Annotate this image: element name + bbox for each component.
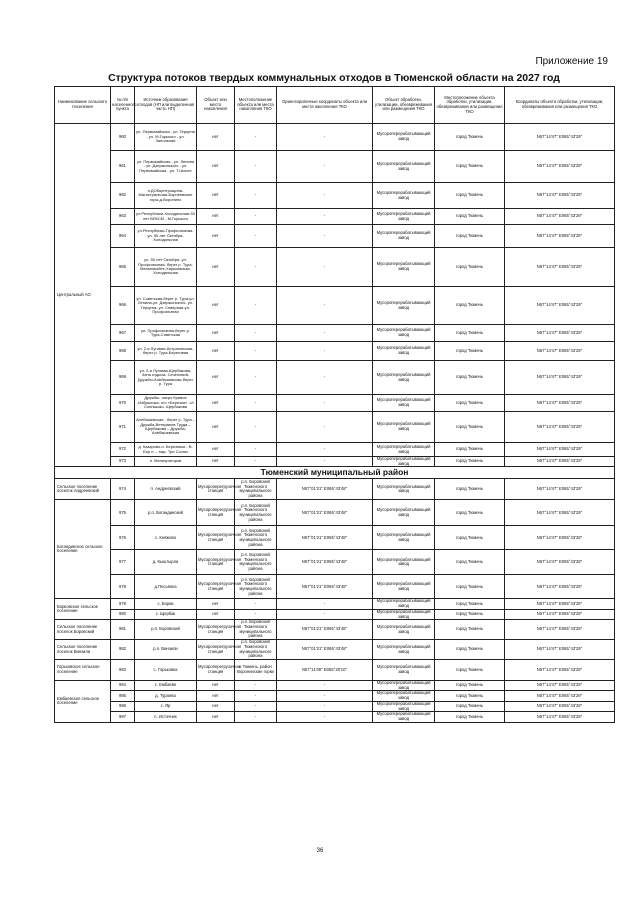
table-row xyxy=(55,287,615,325)
waste-source: ул. 2-я Луговая-Щербакова- Зона отдыха- Сеченовой-Дружбы-Алебашевская-берег р. Тура xyxy=(135,361,197,395)
column-header: Наименование сельского поселения xyxy=(55,87,111,124)
facility-location: город Тюмень xyxy=(435,443,505,457)
object-coordinates: N57°01'21'' E065°43'48'' xyxy=(277,640,373,660)
facility-coordinates: N57°14'47'' E065°43'29'' xyxy=(505,550,615,575)
table-row xyxy=(55,342,615,361)
object-location: - xyxy=(235,183,277,209)
waste-flow-table-container xyxy=(54,86,614,723)
facility-coordinates: N57°14'47'' E065°43'29'' xyxy=(505,526,615,550)
object-location: - xyxy=(235,342,277,361)
processing-facility: Мусороперерабатывающий завод xyxy=(373,248,435,287)
facility-location: город Тюмень xyxy=(435,225,505,248)
object-coordinates: - xyxy=(277,151,373,183)
object-coordinates: - xyxy=(277,443,373,457)
facility-coordinates: N57°14'47'' E065°43'29'' xyxy=(505,124,615,151)
facility-location: город Тюмень xyxy=(435,526,505,550)
table-row xyxy=(55,361,615,395)
facility-coordinates: N57°14'47'' E065°43'29'' xyxy=(505,287,615,325)
facility-coordinates: N57°14'47'' E065°43'29'' xyxy=(505,609,615,619)
object-coordinates: - xyxy=(277,325,373,342)
row-number: 974 xyxy=(111,479,135,500)
facility-coordinates: N57°14'47'' E065°43'29'' xyxy=(505,681,615,691)
object-location: р.п. Боровский Тюменского муниципального района xyxy=(235,479,277,500)
waste-source: с. Ембаево xyxy=(135,681,197,691)
row-number: 968 xyxy=(111,342,135,361)
table-row xyxy=(55,712,615,722)
facility-coordinates: N57°14'47'' E065°43'29'' xyxy=(505,701,615,711)
object-coordinates: - xyxy=(277,599,373,609)
object-coordinates: - xyxy=(277,609,373,619)
object-coordinates: - xyxy=(277,691,373,701)
table-row xyxy=(55,457,615,467)
waste-source: с. Щербак xyxy=(135,609,197,619)
facility-coordinates: N57°14'47'' E065°43'29'' xyxy=(505,412,615,443)
row-number: 982 xyxy=(111,640,135,660)
settlement-name: Сельское поселение поселок Винзили xyxy=(55,640,111,660)
processing-facility: Мусороперерабатывающий завод xyxy=(373,599,435,609)
column-header: Местоположение объекта или места накопления ТКО xyxy=(235,87,277,124)
object-location: - xyxy=(235,701,277,711)
object-coordinates: - xyxy=(277,395,373,412)
object-location: - xyxy=(235,712,277,722)
page-number: 36 xyxy=(316,848,324,854)
waste-source: д.Песьянка xyxy=(135,575,197,599)
accumulation-object: нет xyxy=(197,443,235,457)
object-coordinates: N57°01'21'' E065°43'48'' xyxy=(277,620,373,640)
row-number: 967 xyxy=(111,325,135,342)
object-location: - xyxy=(235,691,277,701)
table-row xyxy=(55,151,615,183)
facility-location: город Тюмень xyxy=(435,151,505,183)
table-row xyxy=(55,620,615,640)
object-coordinates: - xyxy=(277,681,373,691)
facility-coordinates: N57°14'47'' E065°43'29'' xyxy=(505,342,615,361)
row-number: 960 xyxy=(111,124,135,151)
object-coordinates: - xyxy=(277,287,373,325)
object-location: р.п. Боровский Тюменского муниципального района xyxy=(235,526,277,550)
object-coordinates: N57°01'21'' E065°43'48'' xyxy=(277,550,373,575)
accumulation-object: Мусороперегрузочная станция xyxy=(197,620,235,640)
settlement-name: Горьковское сельское поселение xyxy=(55,660,111,681)
waste-source: д. Казарово-п. Березняки - В. Бор п. – мкр. Три Сосны xyxy=(135,443,197,457)
table-row xyxy=(55,412,615,443)
column-header: Источник образования отходов (НП или выделенная часть НП) xyxy=(135,87,197,124)
accumulation-object: Мусороперегрузочная станция xyxy=(197,575,235,599)
processing-facility: Мусороперерабатывающий завод xyxy=(373,479,435,500)
object-location: - xyxy=(235,599,277,609)
column-header: Объект или место накопления xyxy=(197,87,235,124)
column-header: № п/п населенного пункта xyxy=(111,87,135,124)
processing-facility: Мусороперерабатывающий завод xyxy=(373,225,435,248)
table-row xyxy=(55,609,615,619)
document-title: Структура потоков твердых коммунальных отходов в Тюменской области на 2027 год xyxy=(108,72,560,84)
accumulation-object: нет xyxy=(197,225,235,248)
row-number: 975 xyxy=(111,500,135,526)
table-row xyxy=(55,225,615,248)
facility-coordinates: N57°14'47'' E065°43'29'' xyxy=(505,183,615,209)
waste-source: ул. 50 лет Октября- ул. Профсоюзная- берег р. Тура-Мельникайте-Харьковская-Холодильная xyxy=(135,248,197,287)
processing-facility: Мусороперерабатывающий завод xyxy=(373,412,435,443)
row-number: 980 xyxy=(111,609,135,619)
object-location: - xyxy=(235,443,277,457)
object-location: - xyxy=(235,248,277,287)
object-location: - xyxy=(235,395,277,412)
processing-facility: Мусороперерабатывающий завод xyxy=(373,660,435,681)
row-number: 978 xyxy=(111,575,135,599)
accumulation-object: нет xyxy=(197,599,235,609)
facility-coordinates: N57°14'47'' E065°43'29'' xyxy=(505,209,615,225)
processing-facility: Мусороперерабатывающий завод xyxy=(373,500,435,526)
object-coordinates: N57°01'21'' E065°43'48'' xyxy=(277,575,373,599)
accumulation-object: нет xyxy=(197,609,235,619)
object-coordinates: - xyxy=(277,361,373,395)
facility-location: город Тюмень xyxy=(435,395,505,412)
settlement-name: Центральный АО xyxy=(55,124,111,467)
section-row xyxy=(55,467,615,479)
waste-source: р.п. Боровский xyxy=(135,620,197,640)
waste-source: Алебашевская - берег р. Тура – Дружба-Ветеранов Труда – Щербакова – Дружба-Алебашевская xyxy=(135,412,197,443)
table-row xyxy=(55,526,615,550)
facility-location: город Тюмень xyxy=(435,287,505,325)
processing-facility: Мусороперерабатывающий завод xyxy=(373,361,435,395)
table-row xyxy=(55,681,615,691)
facility-location: город Тюмень xyxy=(435,712,505,722)
waste-source: ул.Республики-Холодильная-50 лет ВЛКСМ - М.Горького xyxy=(135,209,197,225)
waste-source: д. Тураева xyxy=(135,691,197,701)
waste-source: д. Кыштырла xyxy=(135,550,197,575)
facility-coordinates: N57°14'47'' E065°43'29'' xyxy=(505,248,615,287)
settlement-name: Борковское сельское поселение xyxy=(55,599,111,620)
settlement-name: Сельское поселение поселок Андреевский xyxy=(55,479,111,500)
processing-facility: Мусороперерабатывающий завод xyxy=(373,342,435,361)
waste-source: с. Борки xyxy=(135,599,197,609)
processing-facility: Мусороперерабатывающий завод xyxy=(373,325,435,342)
row-number: 984 xyxy=(111,681,135,691)
object-location: - xyxy=(235,609,277,619)
object-coordinates: - xyxy=(277,124,373,151)
object-coordinates: - xyxy=(277,457,373,467)
waste-flow-table xyxy=(54,86,615,723)
facility-location: город Тюмень xyxy=(435,500,505,526)
object-location: - xyxy=(235,124,277,151)
waste-source: ул. Первомайская - ул. Ленина - ул. Дзержинского - ул. Первомайская - ул. Т.Шосее xyxy=(135,151,197,183)
object-coordinates: - xyxy=(277,701,373,711)
accumulation-object: нет xyxy=(197,712,235,722)
waste-source: п.ДОКцентрощина-Магистральная-Борнеевские горы-д.Воронино xyxy=(135,183,197,209)
object-coordinates: - xyxy=(277,209,373,225)
object-location: - xyxy=(235,287,277,325)
facility-location: город Тюмень xyxy=(435,124,505,151)
object-location: - xyxy=(235,151,277,183)
processing-facility: Мусороперерабатывающий завод xyxy=(373,209,435,225)
accumulation-object: Мусороперегрузочная станция xyxy=(197,479,235,500)
facility-coordinates: N57°14'47'' E065°43'29'' xyxy=(505,395,615,412)
column-header: Координаты объекта обработки, утилизации, обезвреживания или размещения ТКО xyxy=(505,87,615,124)
row-number: 986 xyxy=(111,701,135,711)
waste-source: р.п. Богандинский xyxy=(135,500,197,526)
facility-location: город Тюмень xyxy=(435,691,505,701)
facility-coordinates: N57°14'47'' E065°43'29'' xyxy=(505,640,615,660)
row-number: 976 xyxy=(111,526,135,550)
table-row xyxy=(55,500,615,526)
settlement-name: Богандинское сельское поселение xyxy=(55,500,111,599)
table-row xyxy=(55,575,615,599)
table-row xyxy=(55,325,615,342)
facility-location: город Тюмень xyxy=(435,183,505,209)
object-coordinates: N57°11'08'' E065°28'10'' xyxy=(277,660,373,681)
table-row xyxy=(55,660,615,681)
object-location: р.п. Боровский Тюменского муниципального района xyxy=(235,550,277,575)
facility-location: город Тюмень xyxy=(435,620,505,640)
waste-source: ул.Республики-Профсоюзная- ул. 50 лет Октября-Холодильная xyxy=(135,225,197,248)
row-number: 969 xyxy=(111,361,135,395)
object-coordinates: N57°01'21'' E065°43'48'' xyxy=(277,526,373,550)
accumulation-object: нет xyxy=(197,395,235,412)
row-number: 972 xyxy=(111,443,135,457)
row-number: 985 xyxy=(111,691,135,701)
row-number: 965 xyxy=(111,248,135,287)
accumulation-object: Мусороперегрузочная станция xyxy=(197,660,235,681)
accumulation-object: нет xyxy=(197,248,235,287)
waste-source: ул. Советская-берег р. Тура-ул. Ленина-ул. Дзержинского- ул. Герцена- ул. Северная-ул. Профсоюзная xyxy=(135,287,197,325)
table-row xyxy=(55,691,615,701)
row-number: 970 xyxy=(111,395,135,412)
waste-source: с. Княжево xyxy=(135,526,197,550)
facility-location: город Тюмень xyxy=(435,209,505,225)
waste-source: с. Яр xyxy=(135,701,197,711)
facility-coordinates: N57°14'47'' E065°43'29'' xyxy=(505,361,615,395)
facility-coordinates: N57°14'47'' E065°43'29'' xyxy=(505,443,615,457)
accumulation-object: нет xyxy=(197,325,235,342)
facility-location: город Тюмень xyxy=(435,457,505,467)
processing-facility: Мусороперерабатывающий завод xyxy=(373,691,435,701)
accumulation-object: нет xyxy=(197,209,235,225)
header-row xyxy=(55,87,615,124)
object-location: - xyxy=(235,412,277,443)
settlement-name: Ембаевское сельское поселение xyxy=(55,681,111,723)
object-location: - xyxy=(235,681,277,691)
processing-facility: Мусороперерабатывающий завод xyxy=(373,550,435,575)
facility-location: город Тюмень xyxy=(435,550,505,575)
facility-location: город Тюмень xyxy=(435,660,505,681)
table-row xyxy=(55,550,615,575)
facility-coordinates: N57°14'47'' E065°43'29'' xyxy=(505,691,615,701)
facility-coordinates: N57°14'47'' E065°43'29'' xyxy=(505,479,615,500)
table-row xyxy=(55,640,615,660)
object-coordinates: - xyxy=(277,342,373,361)
column-header: Объект обработки, утилизации, обезвреживания или размещения ТКО xyxy=(373,87,435,124)
waste-source: р.п. Винзили xyxy=(135,640,197,660)
facility-location: город Тюмень xyxy=(435,575,505,599)
object-location: - xyxy=(235,361,277,395)
row-number: 987 xyxy=(111,712,135,722)
table-row xyxy=(55,124,615,151)
object-coordinates: N57°01'21'' E065°43'48'' xyxy=(277,479,373,500)
waste-source: ул. Профсоюзная-берег р. Тура-Советская xyxy=(135,325,197,342)
processing-facility: Мусороперерабатывающий завод xyxy=(373,124,435,151)
processing-facility: Мусороперерабатывающий завод xyxy=(373,526,435,550)
accumulation-object: нет xyxy=(197,681,235,691)
column-header: Ориентировочные координаты объекта или места накопления ТКО xyxy=(277,87,373,124)
appendix-label: Приложение 19 xyxy=(535,56,608,67)
row-number: 973 xyxy=(111,457,135,467)
facility-coordinates: N57°14'47'' E065°43'29'' xyxy=(505,151,615,183)
waste-source: ул. 2-я Луговая-Астраханская-берег р. Тура-Береговая xyxy=(135,342,197,361)
facility-coordinates: N57°14'47'' E065°43'29'' xyxy=(505,457,615,467)
row-number: 981 xyxy=(111,620,135,640)
object-coordinates: N57°01'21'' E065°43'48'' xyxy=(277,500,373,526)
object-location: - xyxy=(235,209,277,225)
facility-coordinates: N57°14'47'' E065°43'29'' xyxy=(505,225,615,248)
section-title: Тюменский муниципальный район xyxy=(55,467,615,479)
object-location: р.п. Боровский Тюменского муниципального района xyxy=(235,640,277,660)
facility-coordinates: N57°14'47'' E065°43'29'' xyxy=(505,500,615,526)
accumulation-object: Мусороперегрузочная станция xyxy=(197,500,235,526)
accumulation-object: нет xyxy=(197,151,235,183)
object-coordinates: - xyxy=(277,248,373,287)
settlement-name: Сельское поселение поселок Боровский xyxy=(55,620,111,640)
row-number: 964 xyxy=(111,225,135,248)
processing-facility: Мусороперерабатывающий завод xyxy=(373,712,435,722)
processing-facility: Мусороперерабатывающий завод xyxy=(373,443,435,457)
object-coordinates: - xyxy=(277,412,373,443)
row-number: 966 xyxy=(111,287,135,325)
accumulation-object: нет xyxy=(197,124,235,151)
object-location: р.п. Боровский Тюменского муниципального района xyxy=(235,575,277,599)
accumulation-object: нет xyxy=(197,412,235,443)
facility-location: город Тюмень xyxy=(435,342,505,361)
accumulation-object: Мусороперегрузочная станция xyxy=(197,550,235,575)
waste-source: п. Источник xyxy=(135,712,197,722)
table-row xyxy=(55,395,615,412)
facility-coordinates: N57°14'47'' E065°43'29'' xyxy=(505,660,615,681)
processing-facility: Мусороперерабатывающий завод xyxy=(373,620,435,640)
processing-facility: Мусороперерабатывающий завод xyxy=(373,287,435,325)
facility-location: город Тюмень xyxy=(435,479,505,500)
row-number: 963 xyxy=(111,209,135,225)
processing-facility: Мусороперерабатывающий завод xyxy=(373,609,435,619)
object-location: р.п. Боровский Тюменского муниципального района xyxy=(235,620,277,640)
processing-facility: Мусороперерабатывающий завод xyxy=(373,151,435,183)
waste-source: ул. Первомайская - ул. Герцена - ул. М.Горького - ул. Запольная xyxy=(135,124,197,151)
facility-location: город Тюмень xyxy=(435,701,505,711)
object-coordinates: - xyxy=(277,183,373,209)
facility-coordinates: N57°14'47'' E065°43'29'' xyxy=(505,620,615,640)
table-row xyxy=(55,209,615,225)
accumulation-object: Мусороперегрузочная станция xyxy=(197,526,235,550)
waste-source: Дружбы- озеро Кривое -Избушечка- п/о «Березка». с/г Солнышко- Щербакова xyxy=(135,395,197,412)
object-coordinates: - xyxy=(277,225,373,248)
waste-source: п. Андреевский xyxy=(135,479,197,500)
row-number: 979 xyxy=(111,599,135,609)
object-coordinates: - xyxy=(277,712,373,722)
waste-source: с. Горьковка xyxy=(135,660,197,681)
waste-source: п. Мелиораторов xyxy=(135,457,197,467)
object-location: р.п. Боровский Тюменского муниципального района xyxy=(235,500,277,526)
table-row xyxy=(55,443,615,457)
processing-facility: Мусороперерабатывающий завод xyxy=(373,701,435,711)
row-number: 971 xyxy=(111,412,135,443)
processing-facility: Мусороперерабатывающий завод xyxy=(373,640,435,660)
accumulation-object: нет xyxy=(197,342,235,361)
facility-coordinates: N57°14'47'' E065°43'29'' xyxy=(505,575,615,599)
facility-coordinates: N57°14'47'' E065°43'29'' xyxy=(505,325,615,342)
table-row xyxy=(55,479,615,500)
facility-location: город Тюмень xyxy=(435,609,505,619)
facility-location: город Тюмень xyxy=(435,640,505,660)
object-location: - xyxy=(235,325,277,342)
facility-location: город Тюмень xyxy=(435,412,505,443)
processing-facility: Мусороперерабатывающий завод xyxy=(373,575,435,599)
object-location: - xyxy=(235,457,277,467)
column-header: Местоположение объекта обработки, утилизации, обезвреживания или размещения ТКО xyxy=(435,87,505,124)
facility-location: город Тюмень xyxy=(435,599,505,609)
object-location: г. Тюмень, район Воронинские горки xyxy=(235,660,277,681)
accumulation-object: нет xyxy=(197,701,235,711)
accumulation-object: нет xyxy=(197,183,235,209)
facility-location: город Тюмень xyxy=(435,248,505,287)
accumulation-object: нет xyxy=(197,361,235,395)
processing-facility: Мусороперерабатывающий завод xyxy=(373,395,435,412)
processing-facility: Мусороперерабатывающий завод xyxy=(373,457,435,467)
accumulation-object: нет xyxy=(197,287,235,325)
accumulation-object: Мусороперегрузочная станция xyxy=(197,640,235,660)
facility-location: город Тюмень xyxy=(435,361,505,395)
accumulation-object: нет xyxy=(197,457,235,467)
row-number: 962 xyxy=(111,183,135,209)
processing-facility: Мусороперерабатывающий завод xyxy=(373,183,435,209)
object-location: - xyxy=(235,225,277,248)
facility-coordinates: N57°14'47'' E065°43'29'' xyxy=(505,599,615,609)
facility-location: город Тюмень xyxy=(435,325,505,342)
table-row xyxy=(55,701,615,711)
table-row xyxy=(55,183,615,209)
processing-facility: Мусороперерабатывающий завод xyxy=(373,681,435,691)
accumulation-object: нет xyxy=(197,691,235,701)
row-number: 983 xyxy=(111,660,135,681)
facility-location: город Тюмень xyxy=(435,681,505,691)
facility-coordinates: N57°14'47'' E065°43'29'' xyxy=(505,712,615,722)
table-row xyxy=(55,599,615,609)
table-row xyxy=(55,248,615,287)
row-number: 961 xyxy=(111,151,135,183)
row-number: 977 xyxy=(111,550,135,575)
